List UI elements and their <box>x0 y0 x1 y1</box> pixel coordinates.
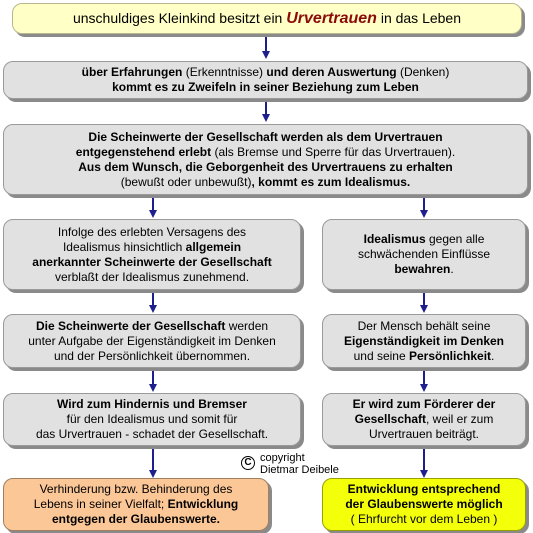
text-line <box>121 175 410 190</box>
text-line <box>28 334 276 349</box>
text-line <box>354 349 495 364</box>
bold-text: , kommt es zum Idealismus. <box>251 174 411 189</box>
preserve-idealism-box <box>322 219 526 290</box>
text-line <box>112 80 419 95</box>
text-line <box>54 349 250 364</box>
text-line <box>76 145 455 160</box>
text-line <box>58 225 246 240</box>
promoter-box <box>322 393 526 446</box>
idealism-fading-box <box>3 219 301 290</box>
text-segment: werden <box>225 318 269 333</box>
text-line <box>88 130 442 145</box>
text-line <box>32 255 271 270</box>
development-outcome-box <box>322 478 526 531</box>
bold-text: entgegenstehend erlebt <box>75 144 212 159</box>
title-box <box>12 3 522 34</box>
bold-text: entgegen der Glaubenswerte. <box>51 512 221 526</box>
text-line <box>358 319 491 334</box>
bold-text: Eigenständigkeit im Denken <box>343 333 505 348</box>
obstacle-box <box>3 393 301 446</box>
bold-text: bewahren <box>394 262 451 276</box>
text-line <box>40 482 233 497</box>
text-segment: für den Idealismus und somit für <box>66 412 238 426</box>
idealism-origin-box <box>3 124 528 195</box>
text-segment: Lebens in seiner Vielfalt; <box>33 497 168 511</box>
hindrance-outcome-box <box>3 478 269 531</box>
text-line <box>345 497 502 512</box>
text-segment: , weil er zum <box>426 412 494 426</box>
text-segment: . <box>491 348 495 363</box>
title-text <box>73 10 461 27</box>
text-segment: Der Mensch behält seine <box>357 318 491 333</box>
bold-text: Persönlichkeit <box>409 348 492 363</box>
text-segment: und der Persönlichkeit übernommen. <box>53 348 251 363</box>
text-segment: das Urvertrauen - schadet der Gesellschaft. <box>35 427 269 441</box>
bold-text: allgemein <box>185 239 242 254</box>
bold-text: Er wird zum Förderer der <box>352 397 496 411</box>
copyright-line2: Dietmar Deibele <box>260 464 339 476</box>
text-segment: unter Aufgabe der Eigenständigkeit im Denken <box>28 333 276 348</box>
bold-text: und deren Auswertung <box>266 65 397 79</box>
text-segment: . <box>450 262 454 276</box>
text-line <box>52 512 220 527</box>
bold-text: Die Scheinwerte der Gesellschaft <box>35 318 226 333</box>
values-adopted-box <box>3 314 301 368</box>
title-before: unschuldiges Kleinkind besitzt ein <box>72 10 287 26</box>
bold-text: Entwicklung <box>167 497 239 511</box>
bold-text: Die Scheinwerte der Gesellschaft werden als dem Urvertrauen <box>88 129 443 144</box>
bold-text: Gesellschaft <box>354 412 426 426</box>
bold-text: anerkannter Scheinwerte der Gesellschaft <box>32 254 272 269</box>
text-segment: (Denken) <box>396 65 450 79</box>
copyright-line1: copyright <box>260 452 305 464</box>
text-line <box>78 160 453 175</box>
text-segment: (Erkenntnisse) <box>182 65 267 79</box>
copyright-symbol: C <box>241 456 255 470</box>
text-line <box>344 334 504 349</box>
bold-text: Idealismus <box>363 232 426 246</box>
text-line <box>36 427 268 442</box>
text-line <box>369 427 479 442</box>
text-line <box>36 319 268 334</box>
text-segment: Idealismus hinsichtlich <box>62 239 186 254</box>
bold-text: Aus dem Wunsch, die Geborgenheit des Urvertrauens zu erhalten <box>78 159 453 174</box>
text-line <box>63 240 241 255</box>
text-line <box>351 512 498 527</box>
bold-text: Entwicklung entsprechend <box>347 482 501 496</box>
text-segment: verblaßt der Idealismus zunehmend. <box>54 269 250 284</box>
bold-text: über Erfahrungen <box>81 65 183 79</box>
copyright-text <box>260 452 339 476</box>
text-line <box>364 232 485 247</box>
text-segment: (bewußt oder unbewußt) <box>120 174 252 189</box>
text-segment: ( Ehrfurcht vor dem Leben ) <box>350 512 498 526</box>
text-line <box>82 65 450 80</box>
text-line <box>57 397 247 412</box>
text-segment: (als Bremse und Sperre für das Urvertrauen). <box>211 144 456 159</box>
text-line <box>67 412 238 427</box>
text-segment: Verhinderung bzw. Behinderung des <box>39 482 233 496</box>
text-segment: gegen alle <box>425 232 485 246</box>
doubt-box <box>3 61 528 99</box>
text-segment: Infolge des erlebten Versagens des <box>57 224 247 239</box>
text-line <box>358 247 490 262</box>
title-emphasis: Urvertrauen <box>286 10 377 27</box>
keeps-independence-box <box>322 314 526 368</box>
text-line <box>394 262 453 277</box>
bold-text: Wird zum Hindernis und Bremser <box>57 397 247 411</box>
bold-text: der Glaubenswerte möglich <box>345 497 503 511</box>
text-line <box>34 497 239 512</box>
text-line <box>55 270 249 285</box>
bold-text: kommt es zu Zweifeln in seiner Beziehung zum Leben <box>112 80 419 94</box>
text-segment: und seine <box>353 348 409 363</box>
title-after: in das Leben <box>376 10 462 26</box>
text-segment: schwächenden Einflüsse <box>357 247 491 261</box>
text-line <box>355 412 494 427</box>
text-line <box>348 482 501 497</box>
text-line <box>353 397 496 412</box>
text-segment: Urvertrauen beiträgt. <box>368 427 480 441</box>
